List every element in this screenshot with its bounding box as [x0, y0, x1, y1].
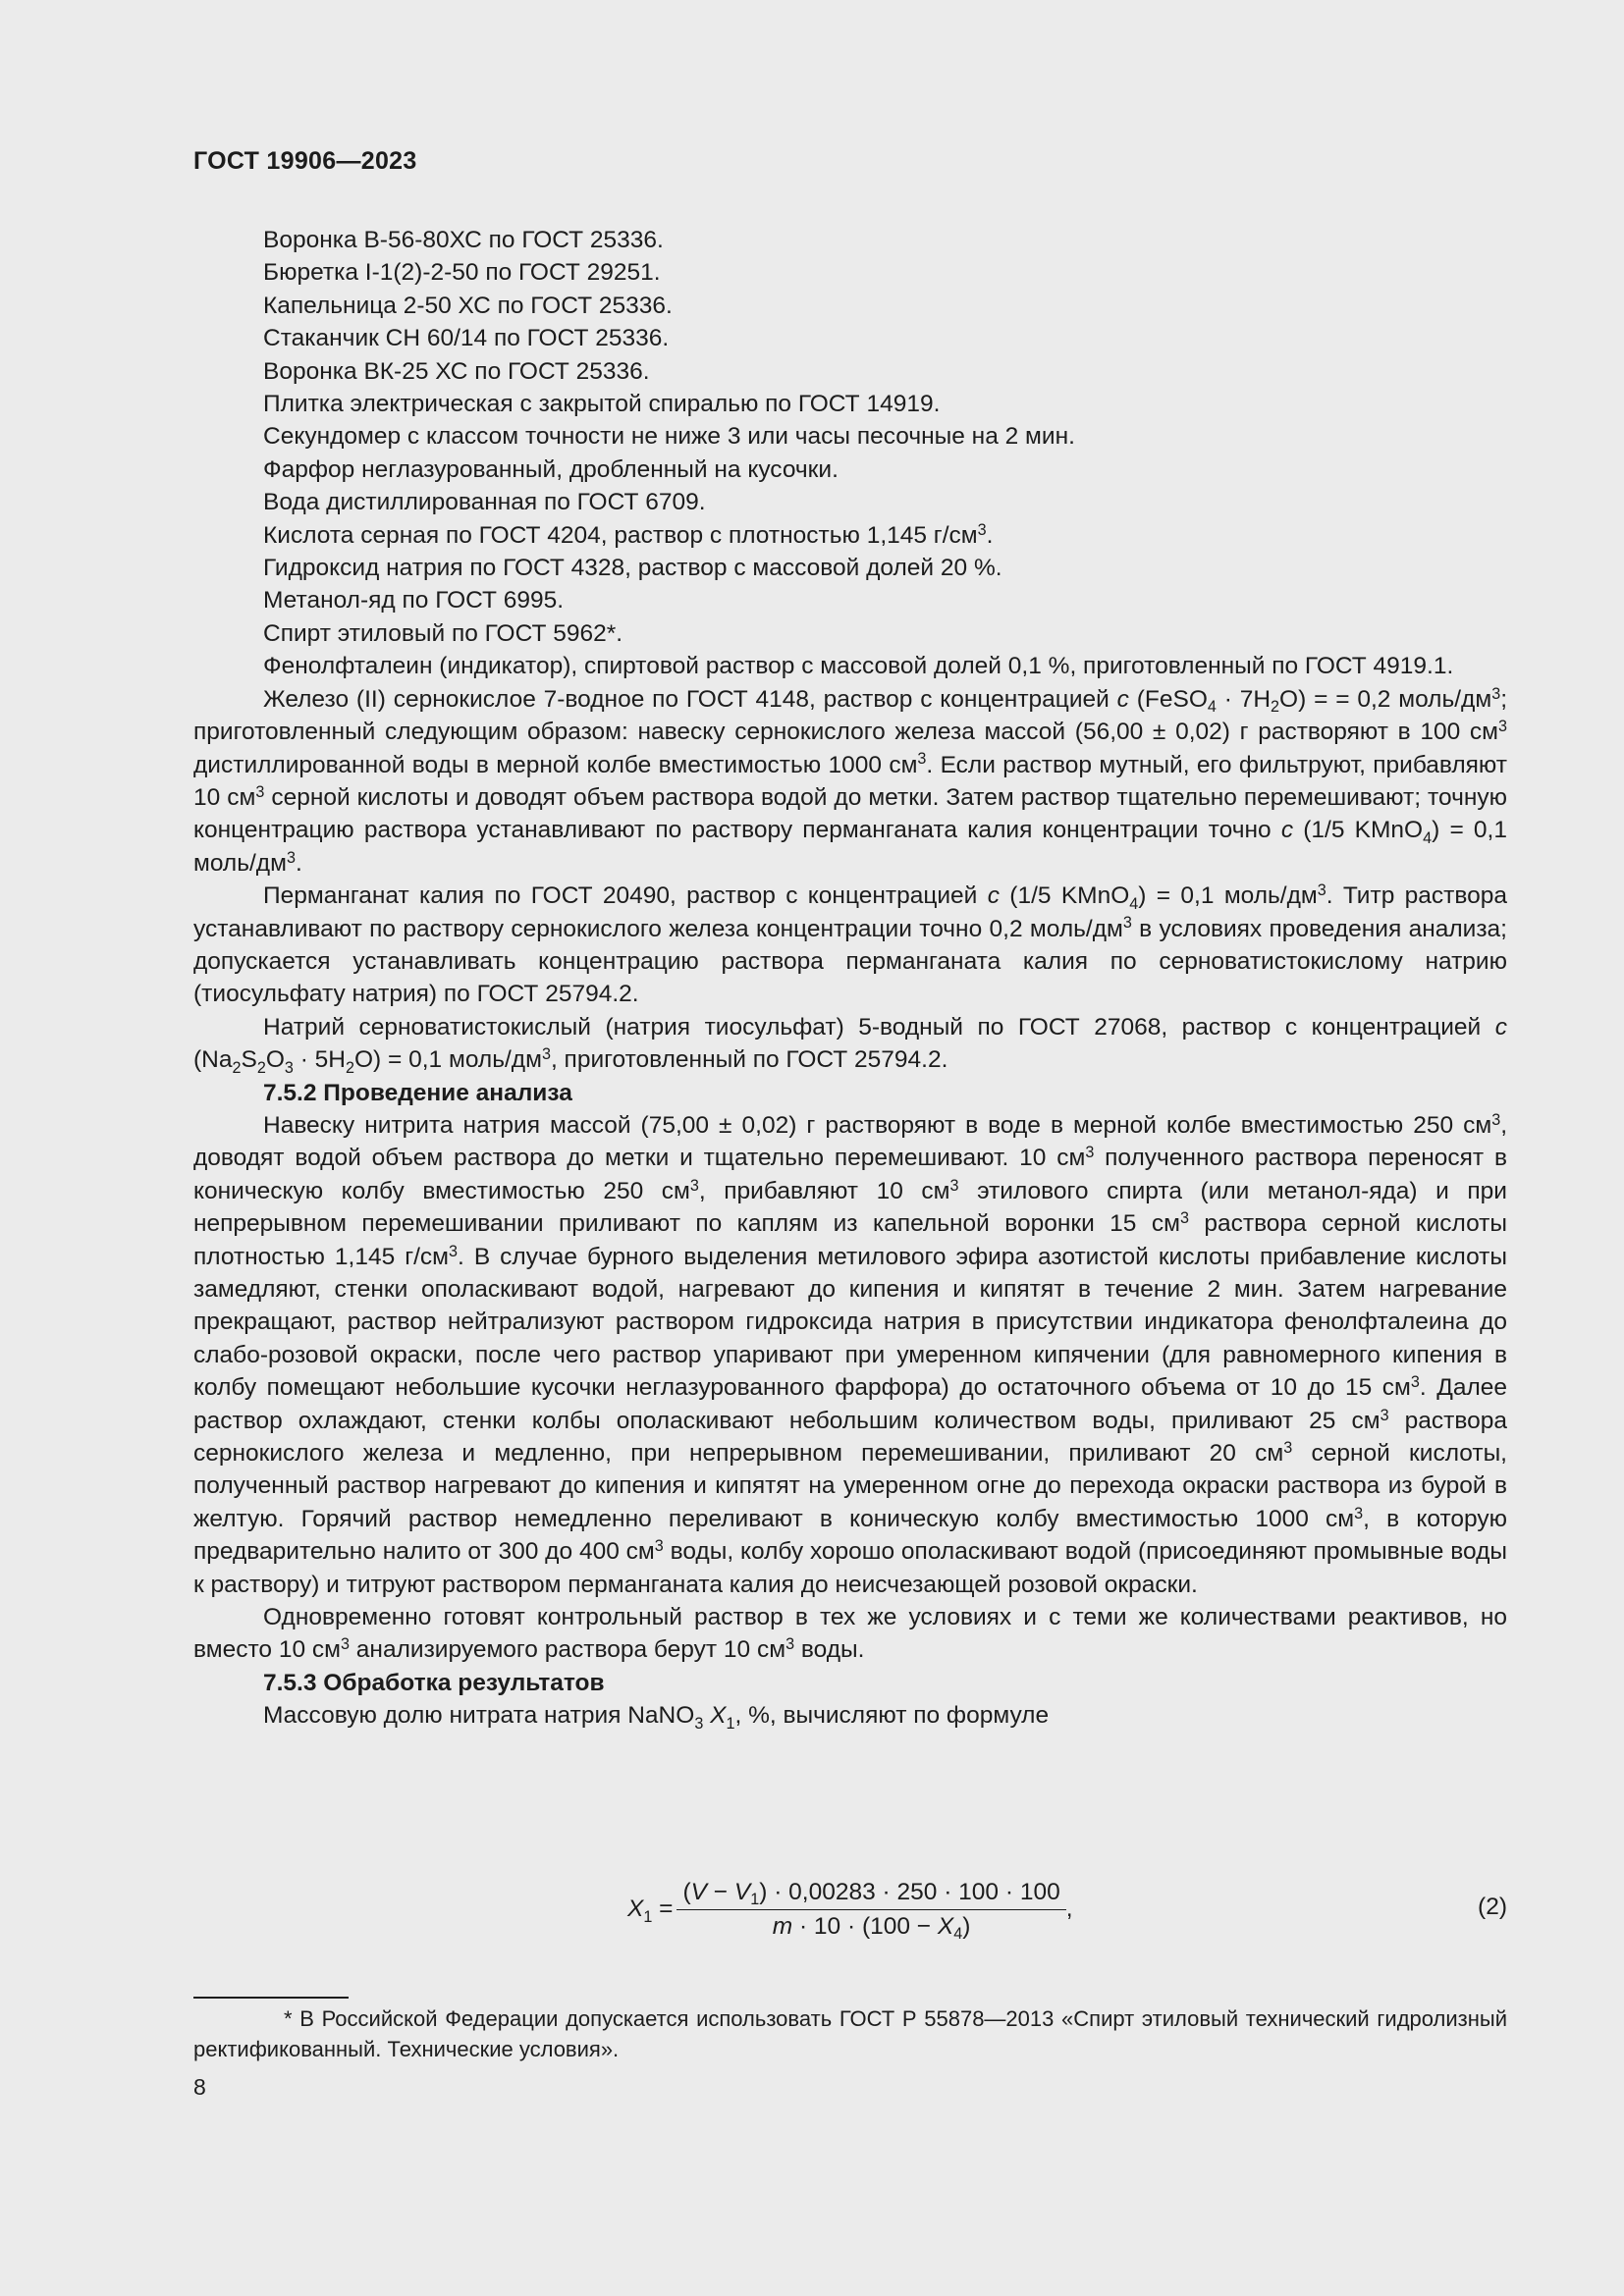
formula-numerator: $(V - V_1) \cdot 0,00283 \cdot 250 \cdot 100 \cdot 100$ [677, 1879, 1065, 1910]
thiosulfate-paragraph: Натрий серноватистокислый (натрия тиосульфат) 5-водный по ГОСТ 27068, раствор с концентрацией c $(Na_2S_2O_3 \cdot 5H_2O) = 0,1$ моль/$дм^3$, приготовленный по ГОСТ 25794.2. [193, 1013, 1507, 1077]
list-item: Стаканчик СН 60/14 по ГОСТ 25336. [263, 325, 670, 352]
analysis-paragraph: Навеску нитрита натрия массой (75,00 ± 0,02) г растворяют в воде в мерной колбе вместимостью 250 $см^3$, доводят водой объем раствора до метки и тщательно перемешивают. 10 $см^3$ полученного раствора переносят в коническую колбу вместимостью 250 $см^3$, прибавляют 10 $см^3$ этилового спирта (или метанол-яда) и при непрерывном перемешивании приливают по каплям из капельной воронки 15 $см^3$ раствора серной кислоты плотностью 1,145 $г/см^3$. В случае бурного выделения метилового эфира азотистой кислоты прибавление кислоты замедляют, стенки ополаскивают водой, нагревают до кипения и кипятят в течение 2 мин. Затем нагревание прекращают, раствор нейтрализуют раствором гидроксида натрия в присутствии индикатора фенолфталеина до слабо-розовой окраски, после чего раствор упаривают при умеренном кипячении (для равномерного кипения в колбу помещают небольшие кусочки неглазурованного фарфора) до остаточного объема от 10 до 15 $см^3$. Далее раствор охлаждают, стенки колбы ополаскивают небольшим количеством воды, приливают 25 $см^3$ раствора сернокислого железа и медленно, при непрерывном перемешивании, приливают 20 $см^3$ серной кислоты, полученный раствор нагревают до кипения и кипятят на умеренном огне до перехода окраски раствора из бурой в желтую. Горячий раствор немедленно переливают в коническую колбу вместимостью 1000 $см^3$, в которую предварительно налито от 300 до 400 $см^3$ воды, колбу хорошо ополаскивают водой (присоединяют промывные воды к раствору) и титруют раствором перманганата калия до неисчезающей розовой окраски. [193, 1110, 1507, 1598]
list-item: Плитка электрическая с закрытой спиралью по ГОСТ 14919. [263, 391, 941, 418]
list-item: Воронка В-56-80ХС по ГОСТ 25336. [263, 227, 664, 253]
list-item: Воронка ВК-25 ХС по ГОСТ 25336. [263, 357, 650, 385]
list-item: Капельница 2-50 ХС по ГОСТ 25336. [263, 292, 673, 319]
list-item: Секундомер с классом точности не ниже 3 или часы песочные на 2 мин. [263, 423, 1075, 451]
results-paragraph: Массовую долю нитрата натрия NaNO$_3$ $X_1$, %, вычисляют по формуле [263, 1702, 1050, 1733]
formula-fraction [677, 1878, 1065, 1944]
phenolphthalein-paragraph: Фенолфталеин (индикатор), спиртовой раствор с массовой долей 0,1 %, приготовленный по ГОСТ 4919.1. [263, 653, 1454, 680]
footnote-divider [193, 1997, 349, 1999]
ethanol-item: Спирт этиловый по ГОСТ 5962*. [263, 619, 623, 647]
formula-number: (2) [1478, 1894, 1507, 1920]
formula [627, 1865, 1073, 1953]
methanol-item: Метанол-яд по ГОСТ 6995. [263, 587, 565, 614]
list-item: Фарфор неглазурованный, дробленный на кусочки. [263, 455, 839, 483]
iron-sulfate-paragraph: Железо (II) сернокислое 7-водное по ГОСТ 4148, раствор с концентрацией c (FeSO$_4$ · $7H_2O$) = = 0,2 моль/$дм^3$; приготовленный следующим образом: навеску сернокислого железа массой (56,00 ± 0,02) г растворяют в 100 $см^3$ дистиллированной воды в мерной колбе вместимостью 1000 $см^3$. Если раствор мутный, его фильтруют, прибавляют 10 $см^3$ серной кислоты и доводят объем раствора водой до метки. Затем раствор тщательно перемешивают; точную концентрацию раствора устанавливают по раствору перманганата калия концентрации точно c (1/5 KMnO$_4$) = 0,1 моль/$дм^3$. [193, 684, 1507, 877]
list-item: Бюретка I-1(2)-2-50 по ГОСТ 29251. [263, 259, 661, 287]
sulfuric-acid-item: Кислота серная по ГОСТ 4204, раствор с плотностью 1,145 $г/см^3$. [263, 520, 994, 549]
formula-denominator: $m \cdot 10 \cdot (100 - X_4)$ [772, 1912, 971, 1944]
section-heading-7-5-2: 7.5.2 Проведение анализа [263, 1079, 572, 1106]
section-heading-7-5-3: 7.5.3 Обработка результатов [263, 1669, 605, 1696]
control-solution-paragraph: Одновременно готовят контрольный раствор в тех же условиях и с теми же количествами реактивов, но вместо 10 $см^3$ анализируемого раствора берут 10 $см^3$ воды. [193, 1604, 1507, 1664]
document-body [193, 224, 1507, 1733]
sodium-hydroxide-item: Гидроксид натрия по ГОСТ 4328, раствор с массовой долей 20 %. [263, 555, 1002, 582]
formula-lhs: $X_1$ = [627, 1896, 674, 1926]
document-header: ГОСТ 19906—2023 [193, 147, 417, 175]
list-item: Вода дистиллированная по ГОСТ 6709. [263, 489, 706, 516]
formula-comma: , [1065, 1896, 1073, 1922]
permanganate-paragraph: Перманганат калия по ГОСТ 20490, раствор с концентрацией c (1/5 KMnO$_4$) = 0,1 моль/$дм^3$. Титр раствора устанавливают по раствору сернокислого железа концентрации точно 0,2 моль/$дм^3$ в условиях проведения анализа; допускается устанавливать концентрацию раствора перманганата калия по серноватистокислому натрию (тиосульфату натрия) по ГОСТ 25794.2. [193, 881, 1508, 1008]
footnote: * В Российской Федерации допускается использовать ГОСТ Р 55878—2013 «Спирт этиловый технический гидролизный ректификованный. Технические условия». [193, 2006, 1507, 2061]
formula-block [193, 1865, 1507, 1953]
page-number: 8 [193, 2074, 206, 2100]
